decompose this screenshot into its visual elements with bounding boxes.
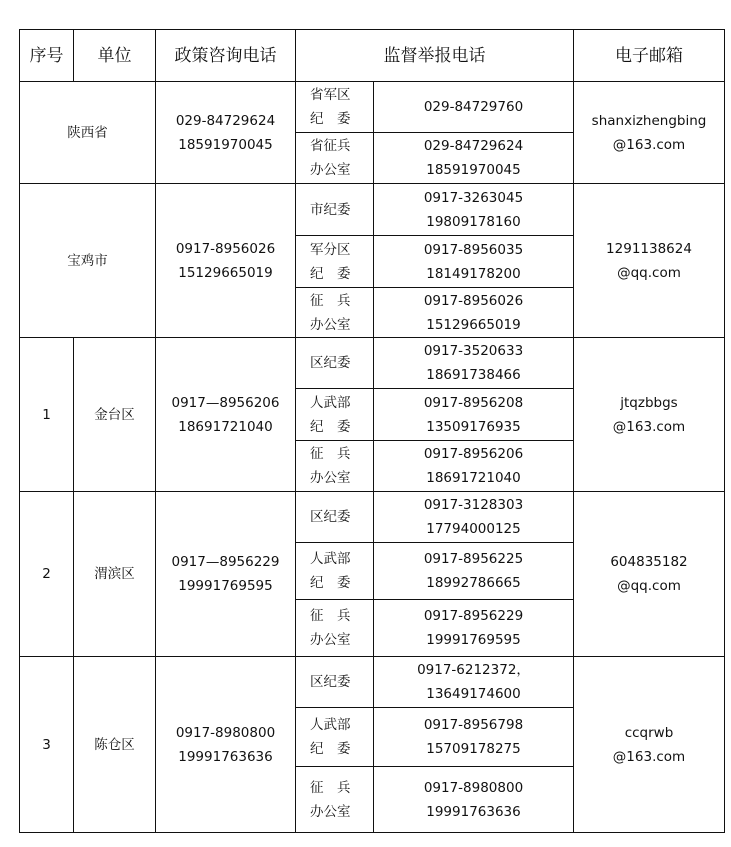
report-phone-cell: 0917-8956798 15709178275 bbox=[374, 708, 574, 767]
report-phone-cell: 0917-8980800 19991763636 bbox=[374, 767, 574, 833]
report-phone-cell: 0917-3520633 18691738466 bbox=[374, 338, 574, 389]
report-phone-cell: 029-84729760 bbox=[374, 82, 574, 133]
report-phone-cell: 0917-8956208 13509176935 bbox=[374, 389, 574, 441]
report-phone-cell: 0917-8956225 18992786665 bbox=[374, 543, 574, 600]
email-cell: ccqrwb @163.com bbox=[574, 657, 725, 833]
table-row bbox=[20, 338, 725, 389]
report-phone-cell: 0917-6212372， 13649174600 bbox=[374, 657, 574, 708]
unit-cell: 陈仓区 bbox=[74, 657, 156, 833]
report-org-cell: 征 兵 办公室 bbox=[296, 288, 374, 338]
report-phone-cell: 0917-8956026 15129665019 bbox=[374, 288, 574, 338]
report-phone-cell: 0917-8956229 19991769595 bbox=[374, 600, 574, 657]
report-phone-cell: 029-84729624 18591970045 bbox=[374, 133, 574, 184]
seq-cell: 3 bbox=[20, 657, 74, 833]
report-org-cell: 征 兵 办公室 bbox=[296, 767, 374, 833]
header-row bbox=[20, 30, 725, 82]
unit-cell: 陕西省 bbox=[20, 82, 156, 184]
unit-cell: 宝鸡市 bbox=[20, 184, 156, 338]
consult-phone-cell: 029-84729624 18591970045 bbox=[156, 82, 296, 184]
report-org-cell: 省征兵 办公室 bbox=[296, 133, 374, 184]
consult-phone-cell: 0917-8956026 15129665019 bbox=[156, 184, 296, 338]
table-row bbox=[20, 657, 725, 708]
report-org-cell: 人武部 纪 委 bbox=[296, 708, 374, 767]
report-org-cell: 军分区 纪 委 bbox=[296, 236, 374, 288]
consult-phone-cell: 0917—8956206 18691721040 bbox=[156, 338, 296, 492]
report-org-cell: 市纪委 bbox=[296, 184, 374, 236]
consult-phone-cell: 0917—8956229 19991769595 bbox=[156, 492, 296, 657]
email-cell: 1291138624 @qq.com bbox=[574, 184, 725, 338]
header-seq: 序号 bbox=[20, 30, 74, 82]
email-cell: shanxizhengbing @163.com bbox=[574, 82, 725, 184]
email-cell: 604835182 @qq.com bbox=[574, 492, 725, 657]
contact-table bbox=[19, 29, 725, 833]
report-org-cell: 人武部 纪 委 bbox=[296, 543, 374, 600]
report-org-cell: 省军区 纪 委 bbox=[296, 82, 374, 133]
report-org-cell: 区纪委 bbox=[296, 657, 374, 708]
header-consult: 政策咨询电话 bbox=[156, 30, 296, 82]
report-org-cell: 区纪委 bbox=[296, 492, 374, 543]
report-org-cell: 征 兵 办公室 bbox=[296, 600, 374, 657]
header-unit: 单位 bbox=[74, 30, 156, 82]
report-phone-cell: 0917-3263045 19809178160 bbox=[374, 184, 574, 236]
report-org-cell: 人武部 纪 委 bbox=[296, 389, 374, 441]
table-row bbox=[20, 82, 725, 133]
header-report: 监督举报电话 bbox=[296, 30, 574, 82]
unit-cell: 渭滨区 bbox=[74, 492, 156, 657]
seq-cell: 2 bbox=[20, 492, 74, 657]
report-phone-cell: 0917-3128303 17794000125 bbox=[374, 492, 574, 543]
report-org-cell: 区纪委 bbox=[296, 338, 374, 389]
header-email: 电子邮箱 bbox=[574, 30, 725, 82]
report-org-cell: 征 兵 办公室 bbox=[296, 441, 374, 492]
unit-cell: 金台区 bbox=[74, 338, 156, 492]
seq-cell: 1 bbox=[20, 338, 74, 492]
report-phone-cell: 0917-8956035 18149178200 bbox=[374, 236, 574, 288]
table-row bbox=[20, 492, 725, 543]
table-row bbox=[20, 184, 725, 236]
email-cell: jtqzbbgs @163.com bbox=[574, 338, 725, 492]
report-phone-cell: 0917-8956206 18691721040 bbox=[374, 441, 574, 492]
consult-phone-cell: 0917-8980800 19991763636 bbox=[156, 657, 296, 833]
